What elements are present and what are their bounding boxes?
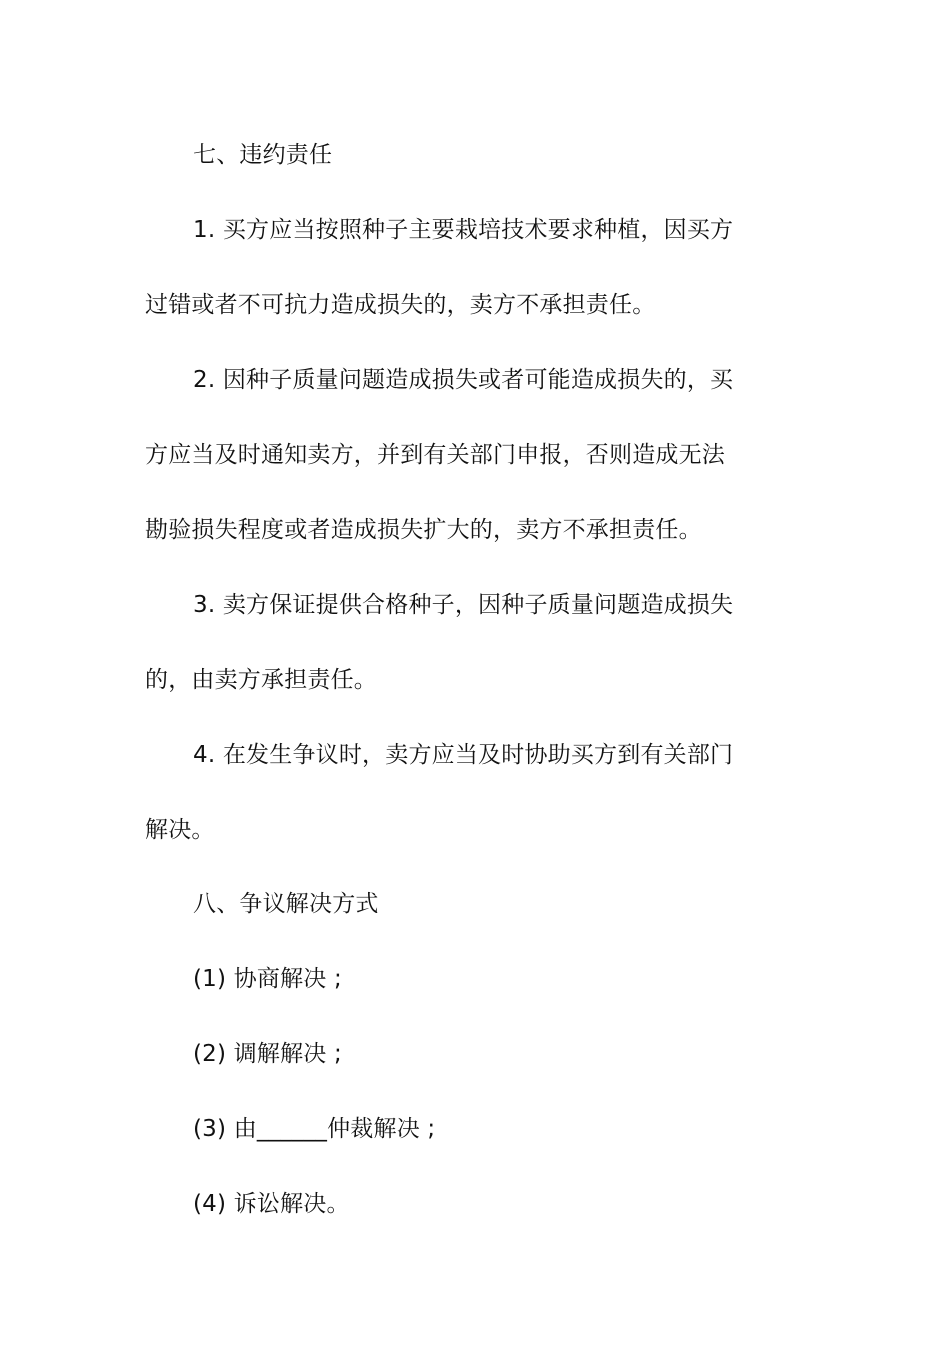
clause-2-line-3: 勘验损失程度或者造成损失扩大的，卖方不承担责任。: [145, 517, 702, 543]
clause-2-line-2: 方应当及时通知卖方，并到有关部门申报，否则造成无法: [145, 442, 725, 468]
clause-3-line-2: 的，由卖方承担责任。: [145, 667, 377, 693]
clause-4-line-2: 解决。: [145, 817, 215, 843]
dispute-option-3: (3) 由______仲裁解决 ;: [193, 1116, 436, 1142]
clause-1-line-2: 过错或者不可抗力造成损失的，卖方不承担责任。: [145, 292, 656, 318]
clause-1-line-1: 1. 买方应当按照种子主要栽培技术要求种植，因买方: [193, 217, 734, 243]
clause-2-line-1: 2. 因种子质量问题造成损失或者可能造成损失的，买: [193, 367, 734, 393]
dispute-option-1: (1) 协商解决 ;: [193, 966, 342, 992]
section-heading-breach-liability: 七、违约责任: [193, 142, 333, 168]
dispute-option-2: (2) 调解解决 ;: [193, 1041, 342, 1067]
clause-3-line-1: 3. 卖方保证提供合格种子，因种子质量问题造成损失: [193, 592, 734, 618]
clause-4-line-1: 4. 在发生争议时，卖方应当及时协助买方到有关部门: [193, 742, 734, 768]
section-heading-dispute-resolution: 八、争议解决方式: [193, 891, 379, 917]
dispute-option-4: (4) 诉讼解决。: [193, 1191, 350, 1217]
